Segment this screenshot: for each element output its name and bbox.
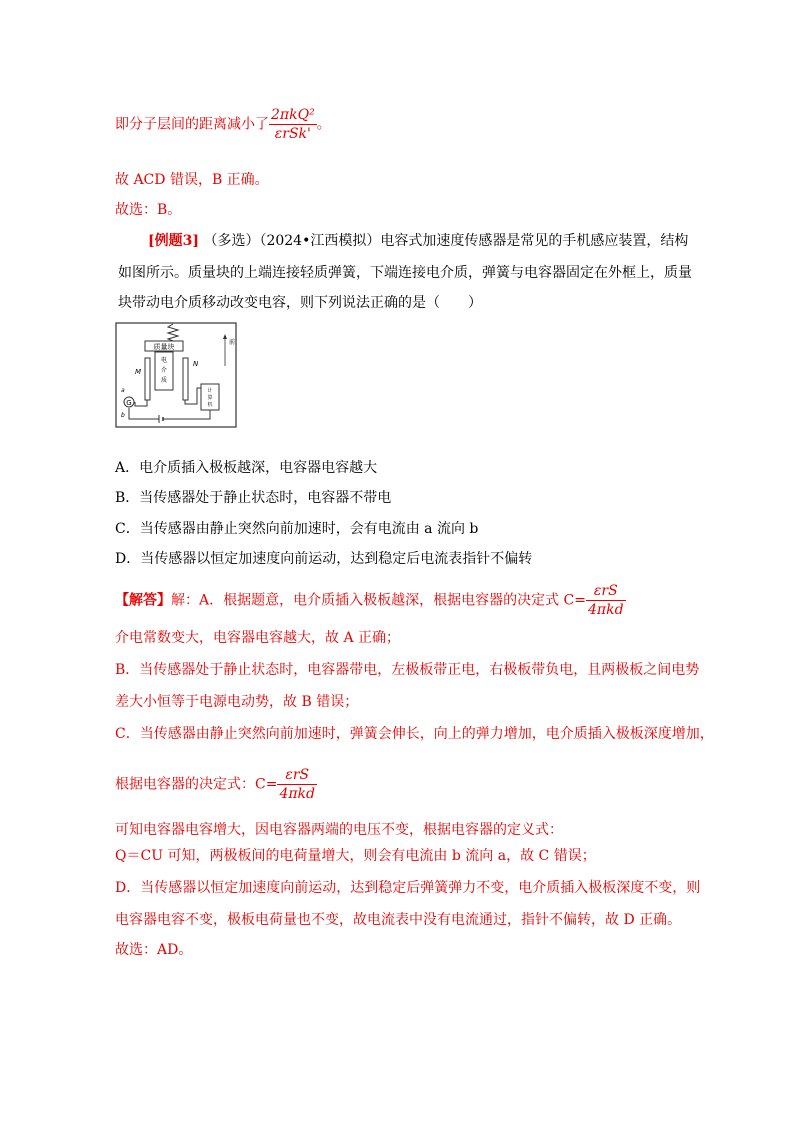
plate-n-label: N <box>193 360 199 368</box>
sensor-diagram <box>115 322 237 428</box>
answer-a-text: 解：A．根据题意，电介质插入极板越深，根据电容器的决定式 C= <box>171 592 587 609</box>
wire-bottom-left <box>129 408 159 419</box>
question-line-1 <box>148 231 688 251</box>
fraction-denominator: 4πkd <box>279 786 316 802</box>
fraction-numerator: 2πkQ² <box>271 107 315 123</box>
direction-label: 前 <box>229 339 236 346</box>
answer-d-line-1: D．当传感器以恒定加速度向前运动，达到稳定后弹簧弹力不变，电介质插入极板深度不变，则 <box>115 880 701 896</box>
option-b: B．当传感器处于静止状态时，电容器不带电 <box>115 490 392 506</box>
answer-c-line-3: 可知电容器电容增大，因电容器两端的电压不变，根据电容器的定义式： <box>115 822 563 838</box>
answer-a-line-1 <box>115 582 626 619</box>
intro-line-3: 故选：B。 <box>115 202 182 218</box>
dielectric-char-2: 介 <box>160 367 168 374</box>
fraction-denominator: 4πkd <box>588 602 624 618</box>
wire-bottom-right <box>163 410 210 419</box>
capacitance-fraction <box>586 582 626 619</box>
answer-c-line-4: Q＝CU 可知，两极板间的电荷量增大，则会有电流由 b 流向 a，故 C 错误； <box>115 848 596 864</box>
option-d: D．当传感器以恒定加速度向前运动，达到稳定后电流表指针不偏转 <box>115 551 533 567</box>
question-text: （多选）（2024•江西模拟）电容式加速度传感器是常见的手机感应装置，结构 <box>203 233 689 249</box>
point-a-label: a <box>121 387 125 394</box>
answer-c-text: 根据电容器的决定式：C= <box>115 776 278 793</box>
plate-m-label: M <box>135 368 142 376</box>
fraction-denominator: εrSk' <box>269 124 317 143</box>
dielectric-char-1: 电 <box>160 357 168 364</box>
wire-left-top <box>135 400 147 406</box>
intro-line-1 <box>115 106 331 143</box>
answer-b-line-2: 差大小恒等于电源电动势，故 B 错误； <box>115 694 359 710</box>
intro-text: 即分子层间的距离减小了 <box>115 116 269 133</box>
question-line-2: 如图所示。质量块的上端连接轻质弹簧，下端连接电介质，弹簧与电容器固定在外框上，质量 <box>118 265 692 281</box>
answer-c-line-2 <box>115 766 317 803</box>
mass-label: 质量块 <box>153 343 175 351</box>
example-tag: [例题3] <box>148 233 199 249</box>
plate-n <box>183 358 188 400</box>
computer-char-1: 计 <box>207 388 213 394</box>
question-line-3: 块带动电介质移动改变电容，则下列说法正确的是（ ） <box>118 295 482 311</box>
answer-b-line-1: B．当传感器处于静止状态时，电容器带电，左极板带正电，右极板带负电，且两极板之间电势 <box>115 662 700 678</box>
direction-arrowhead <box>223 334 227 339</box>
answer-final: 故选：AD。 <box>115 942 193 958</box>
answer-d-line-2: 电容器电容不变，极板电荷量也不变，故电流表中没有电流通过，指针不偏转，故 D 正确。 <box>115 912 682 928</box>
fraction-numerator: εrS <box>285 767 310 783</box>
capacitance-fraction <box>277 766 317 803</box>
distance-fraction <box>269 106 317 143</box>
answer-tag: 【解答】 <box>115 592 171 609</box>
spring <box>168 324 178 341</box>
answer-a-line-2: 介电常数变大，电容器电容越大，故 A 正确； <box>115 630 401 646</box>
answer-c-line-1: C．当传感器由静止突然向前加速时，弹簧会伸长，向上的弹力增加，电介质插入极板深度增加， <box>115 726 714 742</box>
plate-m <box>145 358 150 400</box>
fraction-numerator: εrS <box>593 583 618 599</box>
dielectric-char-3: 质 <box>160 377 168 384</box>
computer-char-2: 算 <box>207 395 213 401</box>
sensor-diagram-svg <box>115 322 237 428</box>
intro-suffix: 。 <box>316 116 331 133</box>
galvanometer-label: G <box>126 399 132 407</box>
option-a: A．电介质插入极板越深，电容器电容越大 <box>115 460 378 476</box>
computer-char-3: 机 <box>207 402 213 408</box>
option-c: C．当传感器由静止突然向前加速时，会有电流由 a 流向 b <box>115 521 479 537</box>
intro-line-2: 故 ACD 错误，B 正确。 <box>115 172 269 188</box>
point-b-label: b <box>121 412 125 419</box>
outer-frame <box>116 323 236 427</box>
